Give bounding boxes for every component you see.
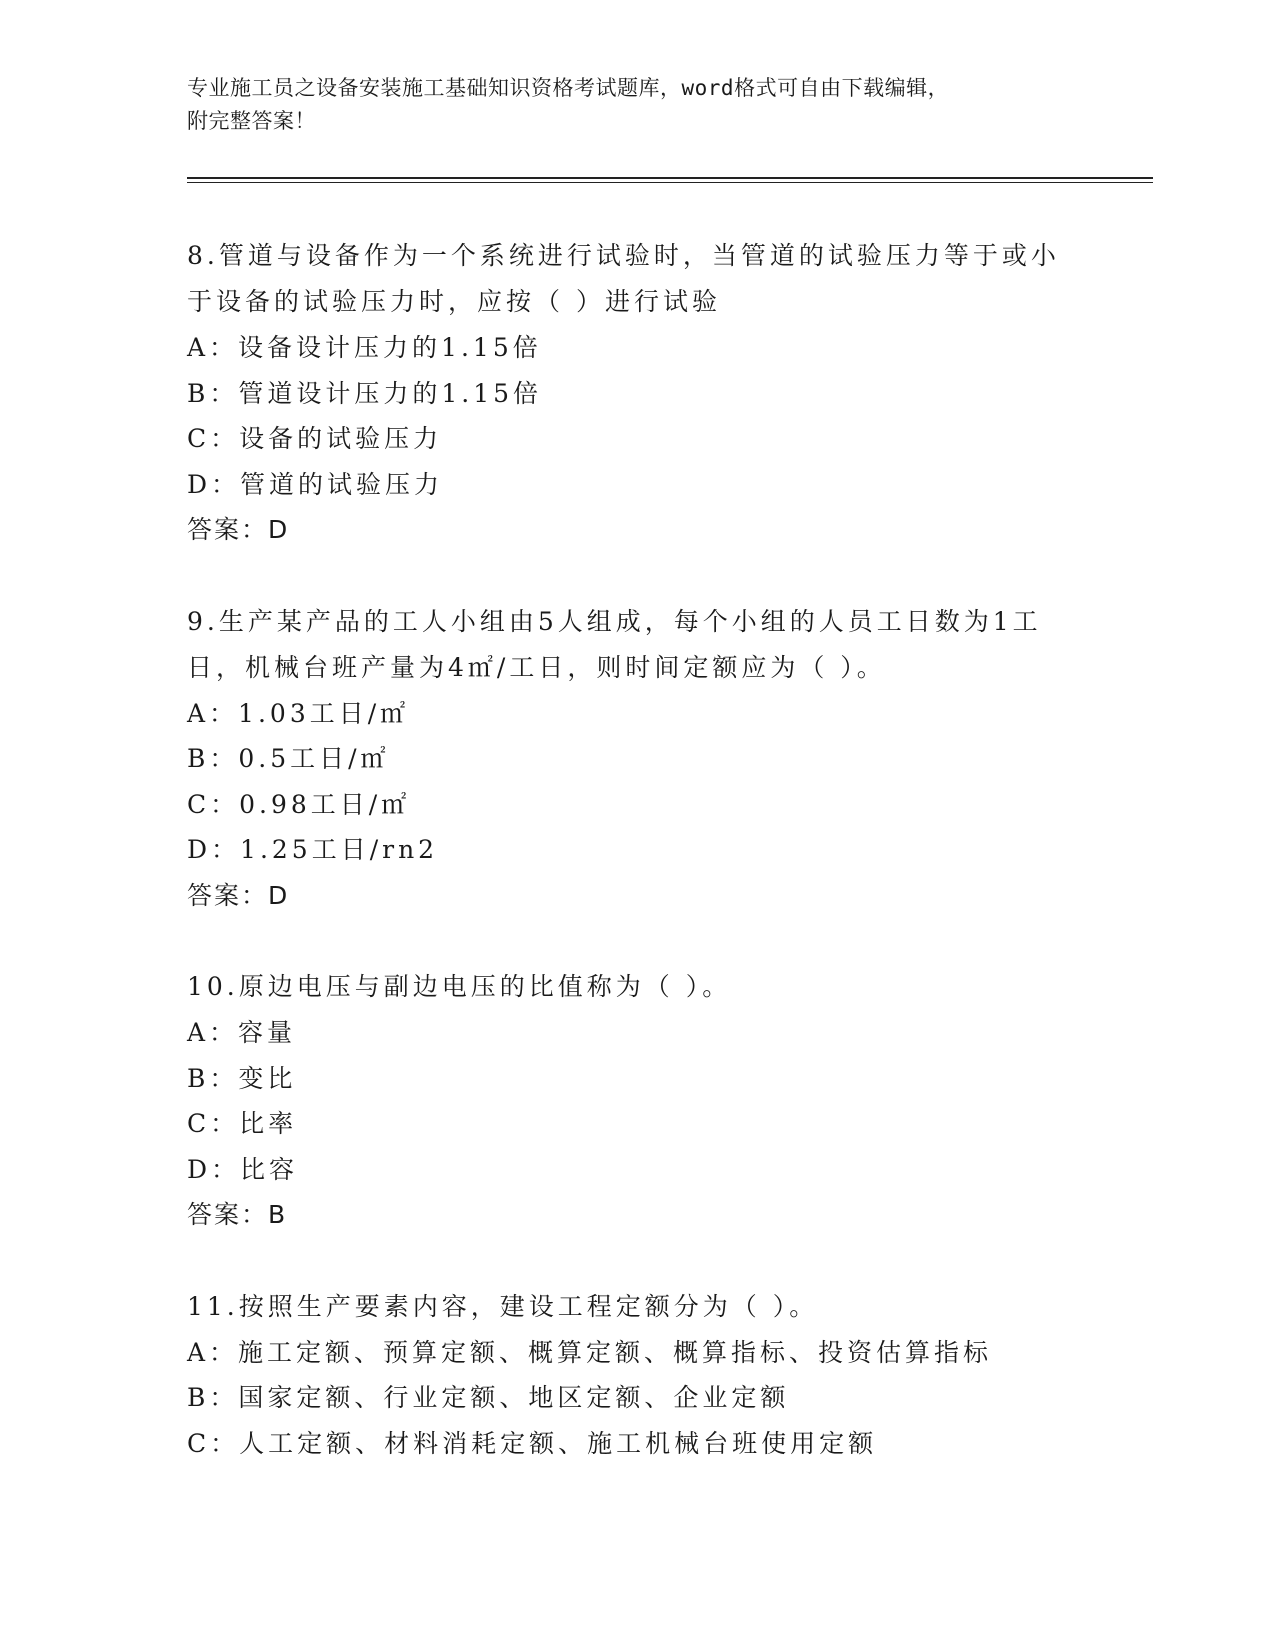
question-text: 10.原边电压与副边电压的比值称为（ ）。 <box>187 972 732 1001</box>
header-line-2: 附完整答案！ <box>187 109 316 133</box>
question-8 <box>187 233 1067 553</box>
option-d: D：比容 <box>187 1154 299 1184</box>
option-a: A：1.03工日/㎡ <box>187 698 410 728</box>
option-a: A：设备设计压力的1.15倍 <box>187 333 542 362</box>
question-text: 8.管道与设备作为一个系统进行试验时，当管道的试验压力等于或小于设备的试验压力时，应按（ ）进行试验 <box>187 241 1060 316</box>
option-d: D：1.25工日/rn2 <box>187 835 439 864</box>
answer: 答案：D <box>187 515 290 544</box>
option-c: C：比率 <box>187 1109 298 1138</box>
option-b: B：0.5工日/㎡ <box>187 744 390 773</box>
option-d: D：管道的试验压力 <box>187 469 444 499</box>
option-b: B：国家定额、行业定额、地区定额、企业定额 <box>187 1383 790 1412</box>
option-b: B：管道设计压力的1.15倍 <box>187 378 543 408</box>
question-text: 9.生产某产品的工人小组由5人组成，每个小组的人员工日数为1工日，机械台班产量为4㎡/工日，则时间定额应为（ ）。 <box>187 606 1042 682</box>
answer: 答案：D <box>187 880 290 910</box>
option-c: C：人工定额、材料消耗定额、施工机械台班使用定额 <box>187 1428 878 1458</box>
question-text: 11.按照生产要素内容，建设工程定额分为（ ）。 <box>187 1291 819 1321</box>
option-b: B：变比 <box>187 1063 297 1093</box>
question-11 <box>187 1284 1067 1467</box>
header-line-1: 专业施工员之设备安装施工基础知识资格考试题库，word格式可自由下载编辑， <box>187 76 950 100</box>
option-a: A：容量 <box>187 1018 297 1047</box>
option-a: A：施工定额、预算定额、概算定额、概算指标、投资估算指标 <box>187 1337 993 1367</box>
header-divider-thin <box>187 182 1153 183</box>
option-c: C：设备的试验压力 <box>187 424 443 453</box>
question-list <box>187 233 1067 1512</box>
question-9 <box>187 599 1067 919</box>
answer: 答案：B <box>187 1200 288 1229</box>
header-divider-thick <box>187 177 1153 179</box>
document-header <box>187 72 1087 138</box>
option-c: C：0.98工日/㎡ <box>187 789 411 819</box>
question-10 <box>187 964 1067 1238</box>
